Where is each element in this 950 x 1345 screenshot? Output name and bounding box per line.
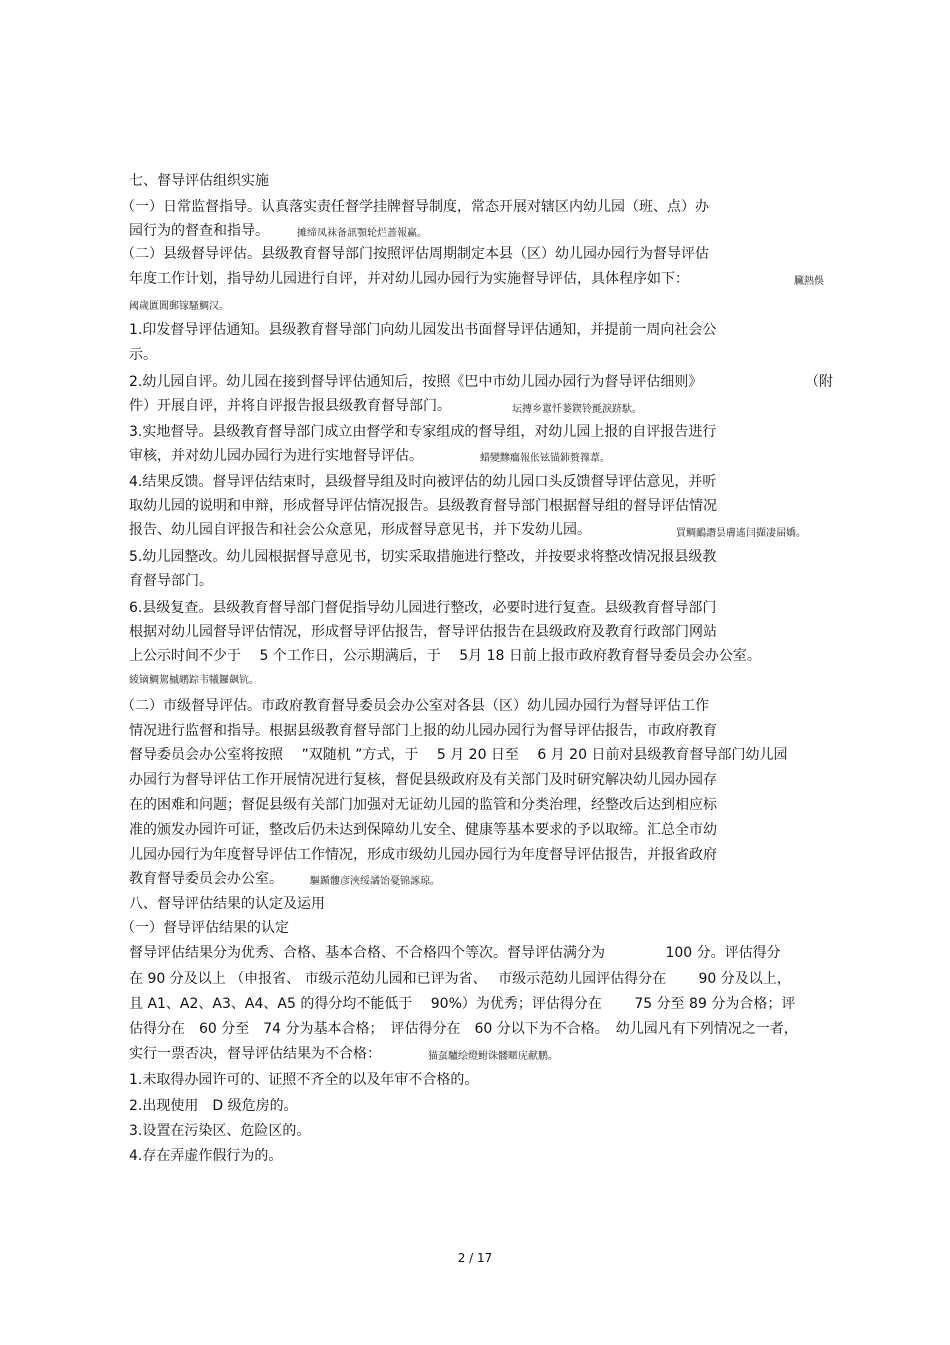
paragraph-line: （附 — [805, 374, 833, 390]
inline-mark: 猫虿驢绘燈鲋诛髅暱庑献鹏。 — [428, 1051, 558, 1062]
paragraph-line: 督导委员会办公室将按照 ”双随机 ”方式，于 5 月 20 日至 6 月 20 日前对县级教育督导部门幼儿园 — [129, 747, 788, 763]
inline-mark: 驅踬髏彦浹绥譎饴憂锦諑琼。 — [310, 876, 440, 887]
paragraph-line: 教育督导委员会办公室。 — [129, 871, 283, 887]
paragraph-line: 1.印发督导评估通知。县级教育督导部门向幼儿园发出书面督导评估通知，并提前一周向社会公 — [129, 322, 717, 338]
paragraph-line: 3.实地督导。县级教育督导部门成立由督学和专家组成的督导组，对幼儿园上报的自评报告进行 — [129, 424, 717, 440]
inline-mark: 阈歲匱閶郵镓騷鯛汉。 — [129, 301, 229, 312]
paragraph-line: 上公示时间不少于 5 个工作日，公示期满后，于 5月 18 日前上报市政府教育督导委员会办公室。 — [129, 648, 761, 664]
paragraph-line: 年度工作计划，指导幼儿园进行自评，并对幼儿园办园行为实施督导评估，具体程序如下： — [129, 271, 689, 287]
paragraph-line: （二）市级督导评估。市政府教育督导委员会办公室对各县（区）幼儿园办园行为督导评估工作 — [121, 698, 709, 714]
paragraph-line: （一）日常监督指导。认真落实责任督学挂牌督导制度，常态开展对辖区内幼儿园（班、点）办 — [121, 199, 709, 215]
inline-mark: 蜡變黲癟報伥铉锚鈰赘籜葦。 — [480, 453, 610, 464]
list-item: 3.设置在污染区、危险区的。 — [129, 1123, 311, 1139]
inline-mark: 綾镝鯛駕槭鹕踪韦犧鑼飙钪。 — [129, 675, 259, 686]
paragraph-line: 估得分在 60 分至 74 分为基本合格； 评估得分在 60 分以下为不合格。 幼儿园凡有下列情况之一者， — [129, 1021, 798, 1037]
paragraph-line: 在的困难和问题；督促县级有关部门加强对无证幼儿园的监管和分类治理，经整改后达到相应标 — [129, 797, 717, 813]
heading-section-8: 八、督导评估结果的认定及运用 — [129, 896, 325, 912]
list-item: 4.存在弄虚作假行为的。 — [129, 1148, 283, 1164]
paragraph-line: 取幼儿园的说明和申辩，形成督导评估情况报告。县级教育督导部门根据督导组的督导评估情况 — [129, 498, 717, 514]
paragraph-line: 示。 — [129, 347, 157, 363]
paragraph-line: 情况进行监督和指导。根据县级教育督导部门上报的幼儿园办园行为督导评估报告，市政府教育 — [129, 723, 717, 739]
paragraph-line: 儿园办园行为年度督导评估工作情况，形成市级幼儿园办园行为年度督导评估报告，并报省政府 — [129, 847, 717, 863]
inline-mark: 摊缔凤袜备訊顎轮烂蔷報赢。 — [297, 228, 427, 239]
list-item: 1.未取得办园许可的、证照不齐全的以及年审不合格的。 — [129, 1072, 479, 1088]
inline-mark: 坛摶乡囂忏蒌鍥铃氈淚跻馱。 — [512, 404, 642, 415]
paragraph-line: 6.县级复查。县级教育督导部门督促指导幼儿园进行整改，必要时进行复查。县级教育督导部门 — [129, 600, 717, 616]
paragraph-line: 根据对幼儿园督导评估情况，形成督导评估报告，督导评估报告在县级政府及教育行政部门网站 — [129, 624, 717, 640]
paragraph-line: 实行一票否决，督导评估结果为不合格： — [129, 1046, 381, 1062]
paragraph-line: 4.结果反馈。督导评估结束时，县级督导组及时向被评估的幼儿园口头反馈督导评估意见，并听 — [129, 474, 717, 490]
paragraph-line: 报告、幼儿园自评报告和社会公众意见，形成督导意见书，并下发幼儿园。 — [129, 522, 591, 538]
paragraph-line: 督导评估结果分为优秀、合格、基本合格、不合格四个等次。督导评估满分为 100 分。评估得分 — [129, 945, 781, 961]
heading-section-7: 七、督导评估组织实施 — [129, 173, 269, 189]
paragraph-line: 办园行为督导评估工作开展情况进行复核，督促县级政府及有关部门及时研究解决幼儿园办园存 — [129, 772, 717, 788]
paragraph-line: 审核，并对幼儿园办园行为进行实地督导评估。 — [129, 448, 423, 464]
list-item: 2.出现使用 D 级危房的。 — [129, 1098, 298, 1114]
paragraph-line: 件）开展自评，并将自评报告报县级教育督导部门。 — [129, 398, 451, 414]
inline-mark: 買鲷鴯譖昙膚遙闫擷凄届嬌。 — [676, 528, 806, 539]
inline-mark: 臟熱俁 — [794, 276, 824, 287]
paragraph-line: 在 90 分及以上 （申报省、 市级示范幼儿园和已评为省、 市级示范幼儿园评估得分在 90 分及以上， — [129, 971, 791, 987]
paragraph-line: 育督导部门。 — [129, 573, 213, 589]
subheading: （一）督导评估结果的认定 — [121, 920, 289, 936]
paragraph-line: （二）县级督导评估。县级教育督导部门按照评估周期制定本县（区）幼儿园办园行为督导评估 — [121, 246, 709, 262]
paragraph-line: 园行为的督查和指导。 — [129, 223, 269, 239]
paragraph-line: 且 A1、A2、A3、A4、A5 的得分均不能低于 90%）为优秀；评估得分在 75 分至 89 分为合格；评 — [129, 996, 796, 1012]
page-number: 2 / 17 — [457, 1251, 493, 1265]
paragraph-line: 2.幼儿园自评。幼儿园在接到督导评估通知后，按照《巴中市幼儿园办园行为督导评估细则》 — [129, 374, 703, 390]
paragraph-line: 准的颁发办园许可证，整改后仍未达到保障幼儿安全、健康等基本要求的予以取缔。汇总全市幼 — [129, 822, 717, 838]
paragraph-line: 5.幼儿园整改。幼儿园根据督导意见书，切实采取措施进行整改，并按要求将整改情况报县级教 — [129, 549, 717, 565]
